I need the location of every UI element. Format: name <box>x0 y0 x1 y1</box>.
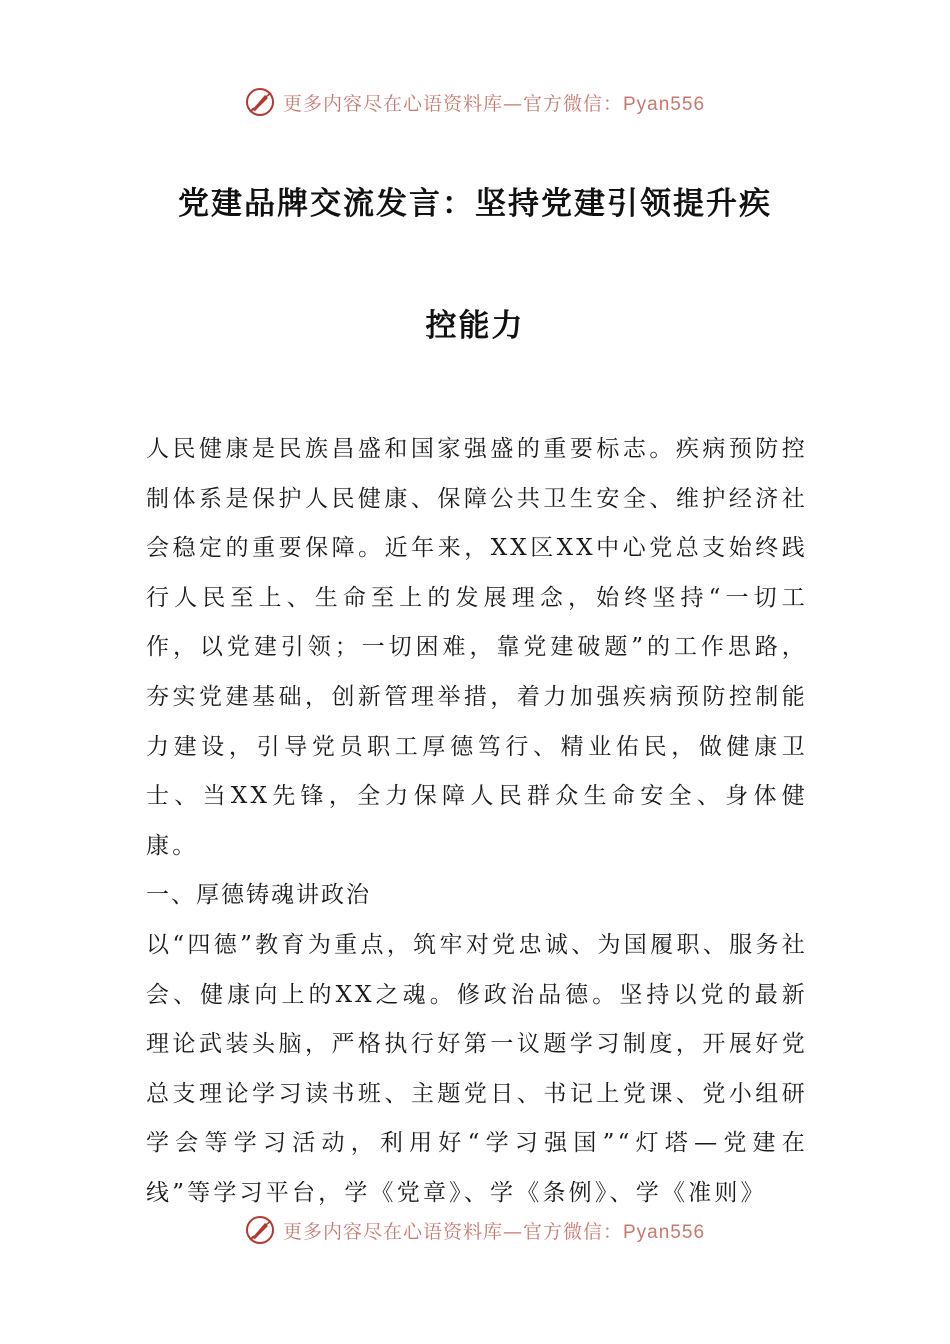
document-title-line1: 党建品牌交流发言：坚持党建引领提升疾 <box>178 186 772 222</box>
header-banner-text: 更多内容尽在心语资料库—官方微信： <box>282 92 623 115</box>
header-wechat-id: Pyan556 <box>623 93 706 115</box>
document-body <box>146 425 808 1219</box>
footer-banner-label <box>283 1217 705 1244</box>
document-title-line2: 控能力 <box>425 308 525 344</box>
footer-wechat-id: Pyan556 <box>623 1221 706 1243</box>
footer-banner <box>0 1210 950 1250</box>
footer-banner-text: 更多内容尽在心语资料库—官方微信： <box>282 1220 623 1243</box>
quill-pen-icon <box>245 1215 275 1245</box>
body-paragraph: 人民健康是民族昌盛和国家强盛的重要标志。疾病预防控制体系是保护人民健康、保障公共卫生安全、维护经济社会稳定的重要保障。近年来，XX区XX中心党总支始终践行人民至上、生命至上的发展理念，始终坚持“一切工作，以党建引领；一切困难，靠党建破题”的工作思路，夯实党建基础，创新管理举措，着力加强疾病预防控制能力建设，引导党员职工厚德笃行、精业佑民，做健康卫士、当XX先锋，全力保障人民群众生命安全、身体健康。 <box>146 436 808 859</box>
header-banner <box>0 82 950 122</box>
body-paragraph: 以“四德”教育为重点，筑牢对党忠诚、为国履职、服务社会、健康向上的XX之魂。修政治品德。坚持以党的最新理论武装头脑，严格执行好第一议题学习制度，开展好党总支理论学习读书班、主题党日、书记上党课、党小组研学会等学习活动，利用好“学习强国”“灯塔—党建在线”等学习平台，学《党章》、学《条例》、学《准则》 <box>146 931 808 1206</box>
section-heading: 一、厚德铸魂讲政治 <box>146 882 371 909</box>
header-banner-label <box>283 89 705 116</box>
quill-pen-icon <box>245 87 275 117</box>
